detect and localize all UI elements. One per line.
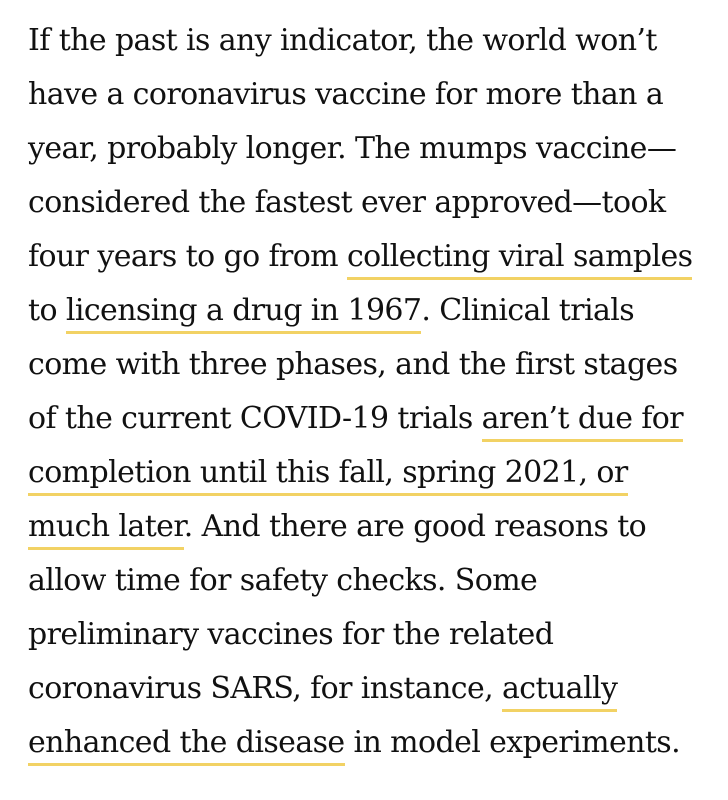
text-line: preliminary vaccines for the related xyxy=(28,617,554,652)
text-line: come with three phases, and the first stages xyxy=(28,347,678,382)
text-fragment: coronavirus SARS, for instance, xyxy=(28,671,503,706)
text-line xyxy=(28,716,700,770)
text-fragment: four years to go from xyxy=(28,239,347,274)
link-trials-completion[interactable]: much later xyxy=(28,509,184,550)
text-line: allow time for safety checks. Some xyxy=(28,563,538,598)
link-trials-completion[interactable]: aren’t due for xyxy=(482,401,683,442)
text-line xyxy=(28,392,700,446)
text-line: considered the fastest ever approved—took xyxy=(28,185,666,220)
link-trials-completion[interactable]: completion until this fall, spring 2021, or xyxy=(28,455,628,496)
text-fragment: . And there are good reasons to xyxy=(183,509,647,544)
text-line: year, probably longer. The mumps vaccine— xyxy=(28,131,677,166)
text-fragment: to xyxy=(28,293,66,328)
link-enhanced-disease[interactable]: enhanced the disease xyxy=(28,725,345,766)
text-line xyxy=(28,446,700,500)
text-line xyxy=(28,230,700,284)
text-fragment: of the current COVID-19 trials xyxy=(28,401,482,436)
text-fragment: in model experiments. xyxy=(344,725,681,760)
link-enhanced-disease[interactable]: actually xyxy=(502,671,617,712)
text-line xyxy=(28,284,700,338)
text-line: If the past is any indicator, the world won’t xyxy=(28,23,657,58)
text-line: have a coronavirus vaccine for more than a xyxy=(28,77,664,112)
link-collecting-viral-samples[interactable]: collecting viral samples xyxy=(347,239,693,280)
text-line xyxy=(28,500,700,554)
link-licensing-a-drug[interactable]: licensing a drug in 1967 xyxy=(66,293,422,334)
text-line xyxy=(28,662,700,716)
text-fragment: . Clinical trials xyxy=(421,293,635,328)
article-paragraph xyxy=(28,14,700,770)
